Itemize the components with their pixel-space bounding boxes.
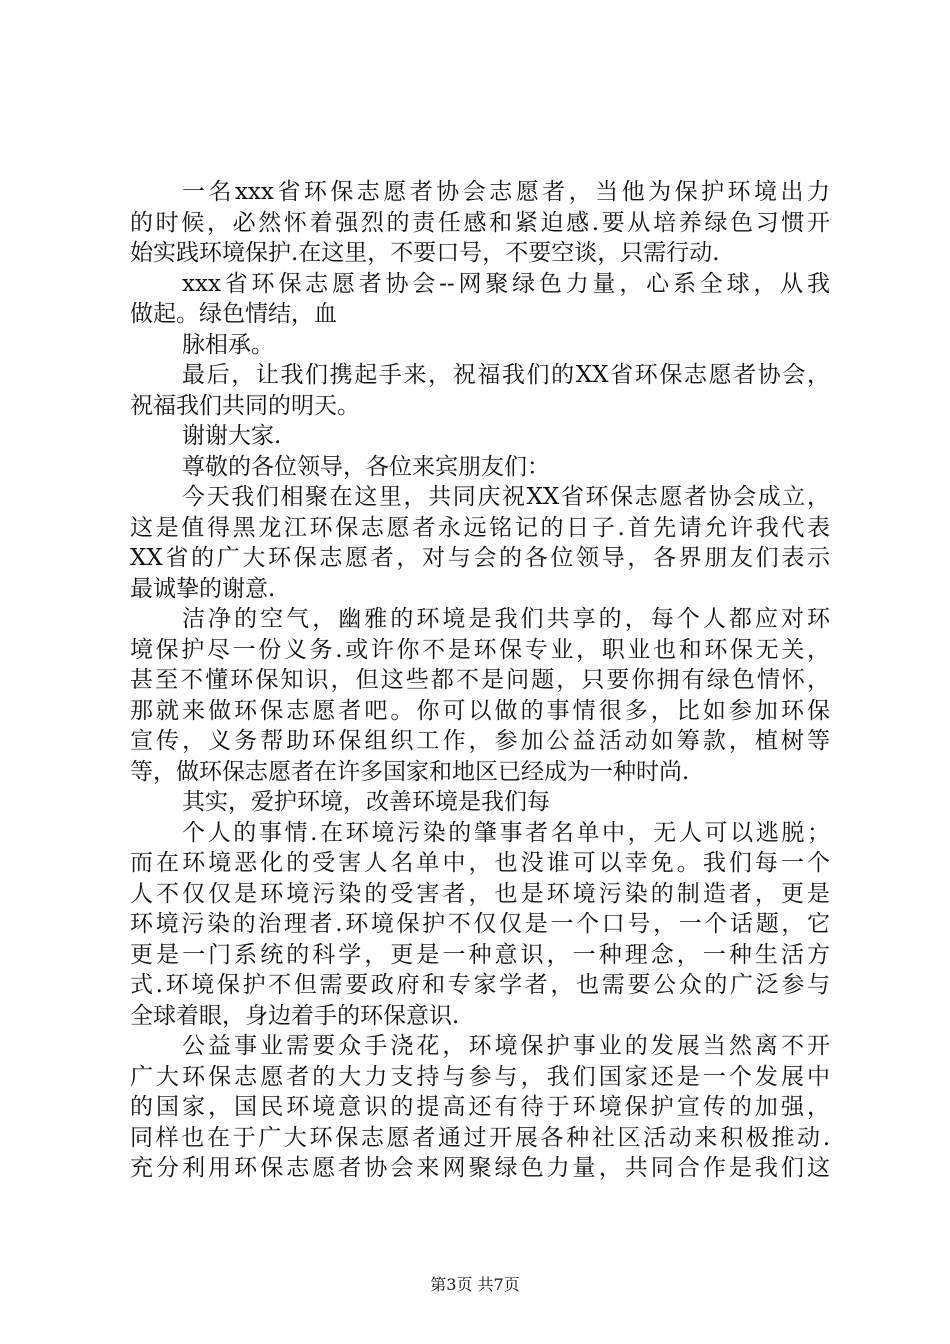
text-line: 环境污染的治理者.环境保护不仅仅是一个口号，一个话题，它 <box>130 911 830 937</box>
text-line: 的时候，必然怀着强烈的责任感和紧迫感.要从培养绿色习惯开 <box>130 209 830 236</box>
text-line: 甚至不懂环保知识，但这些都不是问题，只要你拥有绿色情怀， <box>130 667 830 693</box>
text-line: 那就来做环保志愿者吧。你可以做的事情很多，比如参加环保 <box>130 697 830 724</box>
text-line: 尊敬的各位领导，各位来宾朋友们： <box>182 453 550 480</box>
text-line: 宣传，义务帮助环保组织工作，参加公益活动如筹款，植树等 <box>130 728 830 754</box>
text-line: 其实，爱护环境，改善环境是我们每 <box>182 789 550 815</box>
text-line: 谢谢大家. <box>182 423 282 449</box>
text-line: 境保护尽一份义务.或许你不是环保专业，职业也和环保无关， <box>130 636 830 663</box>
text-line: 充分利用环保志愿者协会来网聚绿色力量，共同合作是我们这 <box>130 1155 830 1181</box>
text-line: 这是值得黑龙江环保志愿者永远铭记的日子.首先请允许我代表 <box>130 514 830 541</box>
text-line: 同样也在于广大环保志愿者通过开展各种社区活动来积极推动. <box>130 1124 830 1151</box>
text-line: 脉相承。 <box>182 331 274 358</box>
text-line: 公益事业需要众手浇花，环境保护事业的发展当然离不开 <box>182 1033 830 1059</box>
text-line: 最后，让我们携起手来，祝福我们的XX省环保志愿者协会， <box>182 362 830 388</box>
text-line: 个人的事情.在环境污染的肇事者名单中，无人可以逃脱； <box>182 819 830 846</box>
document-body <box>130 177 830 1184</box>
text-line: 今天我们相聚在这里，共同庆祝XX省环保志愿者协会成立， <box>182 484 830 510</box>
text-line: 更是一门系统的科学，更是一种意识，一种理念，一种生活方 <box>130 941 830 968</box>
text-line: 人不仅仅是环境污染的受害者，也是环境污染的制造者，更是 <box>130 880 830 907</box>
text-line: 最诚挚的谢意. <box>130 575 276 602</box>
page-footer: 第3页 共7页 <box>430 1275 520 1294</box>
text-line: 洁净的空气，幽雅的环境是我们共享的，每个人都应对环 <box>182 606 830 632</box>
text-line: XX省的广大环保志愿者，对与会的各位领导，各界朋友们表示 <box>130 545 830 571</box>
text-line: 一名xxx省环保志愿者协会志愿者，当他为保护环境出力 <box>182 179 830 205</box>
text-line: 而在环境恶化的受害人名单中，也没谁可以幸免。我们每一个 <box>130 850 830 876</box>
text-line: 全球着眼，身边着手的环保意识. <box>130 1002 460 1029</box>
text-line: 的国家，国民环境意识的提高还有待于环境保护宣传的加强， <box>130 1094 830 1120</box>
text-line: 祝福我们共同的明天。 <box>130 392 360 419</box>
text-line: 做起。绿色情结，血 <box>130 301 337 327</box>
text-line: xxx省环保志愿者协会--网聚绿色力量，心系全球，从我 <box>182 270 830 297</box>
text-line: 始实践环境保护.在这里，不要口号，不要空谈，只需行动. <box>130 240 720 266</box>
text-line: 等，做环保志愿者在许多国家和地区已经成为一种时尚. <box>130 758 690 785</box>
text-line: 广大环保志愿者的大力支持与参与，我们国家还是一个发展中 <box>130 1063 830 1090</box>
text-line: 式.环境保护不但需要政府和专家学者，也需要公众的广泛参与 <box>130 972 830 998</box>
